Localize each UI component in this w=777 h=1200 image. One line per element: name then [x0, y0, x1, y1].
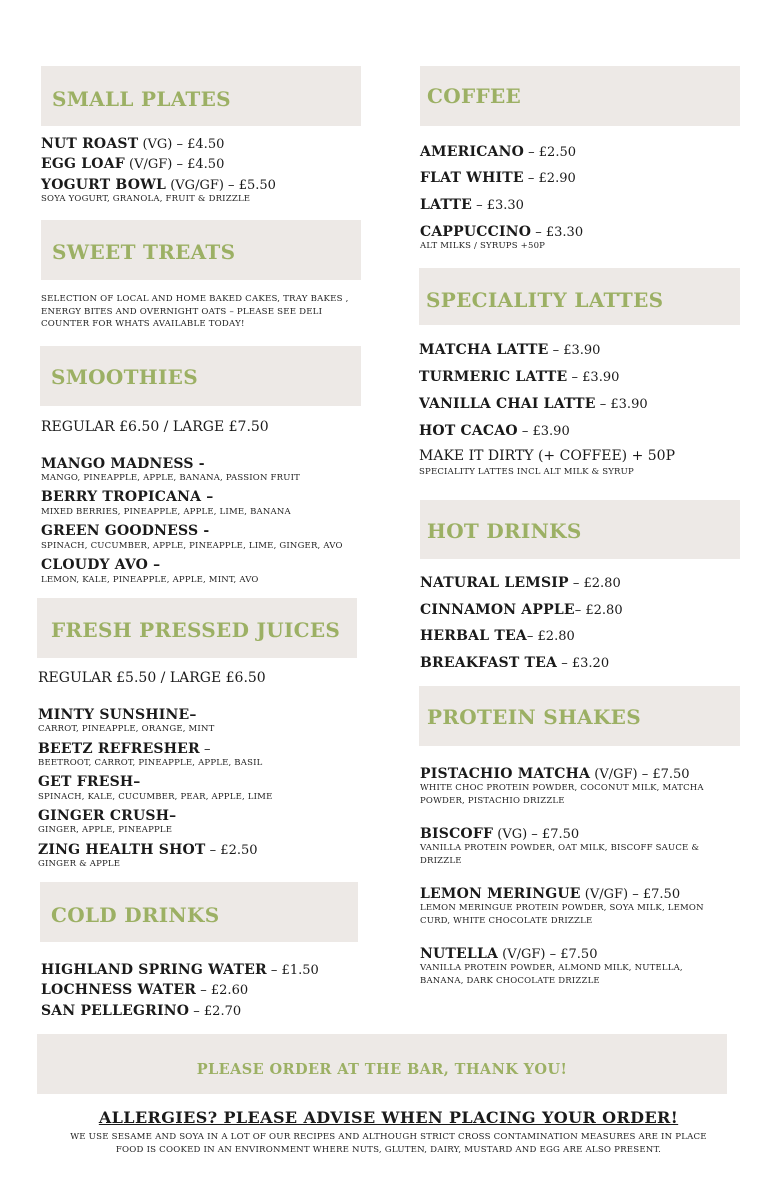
menu-item — [419, 368, 619, 384]
menu-item — [419, 422, 570, 438]
item-name: MANGO MADNESS - — [41, 456, 205, 472]
menu-item — [38, 807, 176, 823]
item-price: – £1.50 — [266, 963, 319, 978]
item-description: MIXED BERRIES, PINEAPPLE, APPLE, LIME, BANANA — [41, 507, 291, 517]
juices-pricing: REGULAR £5.50 / LARGE £6.50 — [38, 670, 266, 686]
cold-drinks-title: COLD DRINKS — [51, 903, 220, 927]
menu-item — [420, 601, 623, 617]
item-description: SPINACH, KALE, CUCUMBER, PEAR, APPLE, LIME — [38, 792, 273, 802]
item-price: – £3.90 — [567, 370, 620, 385]
item-name: YOGURT BOWL — [41, 177, 167, 193]
item-name: LOCHNESS WATER — [41, 982, 197, 998]
speciality-note: SPECIALITY LATTES INCL ALT MILK & SYRUP — [419, 467, 634, 477]
item-price: (VG) – £7.50 — [493, 827, 580, 842]
item-price: – £2.80 — [568, 576, 621, 591]
menu-item — [38, 706, 197, 722]
item-price: – £2.80 — [526, 629, 575, 644]
menu-item — [420, 945, 597, 961]
item-price: – £2.80 — [574, 603, 623, 618]
smoothies-title: SMOOTHIES — [51, 365, 198, 389]
item-price: – £3.30 — [531, 225, 584, 240]
menu-item — [41, 155, 224, 171]
menu-item — [420, 223, 583, 239]
item-name: MATCHA LATTE — [419, 342, 549, 358]
speciality-lattes-title: SPECIALITY LATTES — [426, 288, 664, 312]
item-name: BEETZ REFRESHER — [38, 741, 200, 757]
item-description: CARROT, PINEAPPLE, ORANGE, MINT — [38, 724, 215, 734]
item-description: DRIZZLE — [420, 856, 462, 866]
menu-item — [420, 627, 575, 643]
allergy-note-line: WE USE SESAME AND SOYA IN A LOT OF OUR RECIPES AND ALTHOUGH STRICT CROSS CONTAMINATION MEASURES ARE IN PLACE — [70, 1132, 707, 1142]
item-description: BEETROOT, CARROT, PINEAPPLE, APPLE, BASIL — [38, 758, 263, 768]
sweet-treats-description — [41, 293, 371, 331]
item-description: WHITE CHOC PROTEIN POWDER, COCONUT MILK, MATCHA — [420, 783, 704, 793]
item-description: LEMON, KALE, PINEAPPLE, APPLE, MINT, AVO — [41, 575, 259, 585]
menu-item — [41, 455, 205, 471]
menu-item — [420, 885, 680, 901]
item-description: SOYA YOGURT, GRANOLA, FRUIT & DRIZZLE — [41, 194, 251, 204]
smoothies-pricing: REGULAR £6.50 / LARGE £7.50 — [41, 419, 269, 435]
coffee-header — [420, 66, 740, 126]
menu-item — [419, 341, 600, 357]
menu-item — [420, 654, 609, 670]
menu-item — [41, 176, 276, 192]
item-name: CINNAMON APPLE — [420, 602, 575, 618]
item-name: TURMERIC LATTE — [419, 369, 568, 385]
small-plates-header — [41, 66, 361, 126]
item-description: GINGER & APPLE — [38, 859, 121, 869]
item-description: VANILLA PROTEIN POWDER, ALMOND MILK, NUTELLA, — [420, 963, 683, 973]
item-price: – £2.50 — [524, 145, 576, 160]
item-name: HERBAL TEA — [420, 628, 527, 644]
item-name: FLAT WHITE — [420, 170, 524, 186]
menu-item — [420, 196, 524, 212]
item-name: ZING HEALTH SHOT — [38, 842, 206, 858]
item-price: – £2.90 — [523, 171, 576, 186]
item-name: NUTELLA — [420, 946, 499, 962]
item-description: GINGER, APPLE, PINEAPPLE — [38, 825, 173, 835]
item-price: – £3.90 — [595, 397, 648, 412]
cold-drinks-header — [40, 882, 358, 942]
menu-item — [420, 765, 690, 781]
item-price: – £2.50 — [205, 843, 258, 858]
coffee-title: COFFEE — [427, 84, 522, 108]
dirty-addon: MAKE IT DIRTY (+ COFFEE) + 50P — [419, 448, 675, 464]
item-price: – £3.30 — [471, 198, 524, 213]
item-name: BERRY TROPICANA – — [41, 489, 214, 505]
hot-drinks-title: HOT DRINKS — [427, 519, 582, 543]
item-name: AMERICANO — [420, 144, 525, 160]
hot-drinks-header — [420, 500, 740, 559]
item-name: NUT ROAST — [41, 136, 139, 152]
item-description: LEMON MERINGUE PROTEIN POWDER, SOYA MILK, LEMON — [420, 903, 704, 913]
item-price: – £3.90 — [517, 424, 570, 439]
item-description: VANILLA PROTEIN POWDER, OAT MILK, BISCOFF SAUCE & — [420, 843, 700, 853]
item-description: ALT MILKS / SYRUPS +50P — [420, 241, 546, 251]
item-description: POWDER, PISTACHIO DRIZZLE — [420, 796, 565, 806]
menu-item — [420, 169, 576, 185]
item-description: CURD, WHITE CHOCOLATE DRIZZLE — [420, 916, 593, 926]
protein-shakes-header — [419, 686, 740, 746]
juices-title: FRESH PRESSED JUICES — [51, 618, 341, 642]
protein-shakes-title: PROTEIN SHAKES — [427, 705, 641, 729]
description-line: COUNTER FOR WHATS AVAILABLE TODAY! — [41, 319, 245, 329]
small-plates-title: SMALL PLATES — [52, 87, 231, 111]
item-description: SPINACH, CUCUMBER, APPLE, PINEAPPLE, LIME, GINGER, AVO — [41, 541, 343, 551]
item-name: EGG LOAF — [41, 156, 125, 172]
item-price: (V/GF) – £7.50 — [498, 947, 598, 962]
item-name: VANILLA CHAI LATTE — [419, 396, 596, 412]
item-name: CAPPUCCINO — [420, 224, 532, 240]
menu-item — [38, 841, 258, 857]
order-at-bar-text: PLEASE ORDER AT THE BAR, THANK YOU! — [196, 1061, 568, 1078]
item-description: BANANA, DARK CHOCOLATE DRIZZLE — [420, 976, 600, 986]
sweet-treats-header — [41, 220, 361, 280]
allergy-note-line: FOOD IS COOKED IN AN ENVIRONMENT WHERE NUTS, GLUTEN, DAIRY, MUSTARD AND EGG ARE ALSO PRESENT. — [115, 1144, 662, 1155]
item-name: BREAKFAST TEA — [420, 655, 558, 671]
speciality-lattes-header — [419, 268, 740, 325]
menu-item — [41, 1002, 241, 1018]
item-name: CLOUDY AVO – — [41, 557, 161, 573]
item-name: BISCOFF — [420, 826, 494, 842]
menu-item — [41, 135, 224, 151]
description-line: SELECTION OF LOCAL AND HOME BAKED CAKES, TRAY BAKES , — [41, 294, 349, 304]
menu-item — [38, 773, 141, 789]
sweet-treats-title: SWEET TREATS — [52, 240, 236, 264]
order-at-bar-banner — [37, 1034, 727, 1094]
menu-item — [41, 961, 319, 977]
item-name: LEMON MERINGUE — [420, 886, 581, 902]
item-name: HOT CACAO — [419, 423, 518, 439]
item-price: (V/GF) – £7.50 — [580, 887, 681, 902]
allergy-note — [50, 1131, 727, 1156]
allergy-title: ALLERGIES? PLEASE ADVISE WHEN PLACING YOUR ORDER! — [98, 1108, 679, 1127]
smoothies-header — [40, 346, 361, 406]
menu-item — [41, 488, 213, 504]
item-description: MANGO, PINEAPPLE, APPLE, BANANA, PASSION FRUIT — [41, 473, 300, 483]
menu-item — [41, 556, 160, 572]
item-name: GREEN GOODNESS - — [41, 523, 210, 539]
item-name: GINGER CRUSH– — [38, 808, 177, 824]
menu-item — [41, 981, 248, 997]
menu-item — [420, 825, 579, 841]
item-name: NATURAL LEMSIP — [420, 575, 569, 591]
item-price: – £3.20 — [557, 656, 610, 671]
item-name: PISTACHIO MATCHA — [420, 766, 591, 782]
juices-header — [37, 598, 357, 658]
item-price: – — [199, 742, 211, 757]
item-name: HIGHLAND SPRING WATER — [41, 962, 267, 978]
item-price: – £3.90 — [548, 343, 601, 358]
item-price: – £2.60 — [196, 983, 249, 998]
item-price: (VG) – £4.50 — [138, 137, 225, 152]
menu-item — [420, 574, 621, 590]
menu-item — [41, 522, 209, 538]
item-price: – £2.70 — [189, 1004, 242, 1019]
menu-item — [38, 740, 211, 756]
menu-item — [419, 395, 648, 411]
item-name: GET FRESH– — [38, 774, 141, 790]
item-name: MINTY SUNSHINE– — [38, 707, 197, 723]
description-line: ENERGY BITES AND OVERNIGHT OATS – PLEASE SEE DELI — [41, 306, 323, 317]
item-price: (VG/GF) – £5.50 — [166, 178, 276, 193]
item-price: (V/GF) – £4.50 — [124, 157, 225, 172]
item-name: LATTE — [420, 197, 472, 213]
menu-item — [420, 143, 576, 159]
item-name: SAN PELLEGRINO — [41, 1003, 190, 1019]
item-price: (V/GF) – £7.50 — [590, 767, 690, 782]
